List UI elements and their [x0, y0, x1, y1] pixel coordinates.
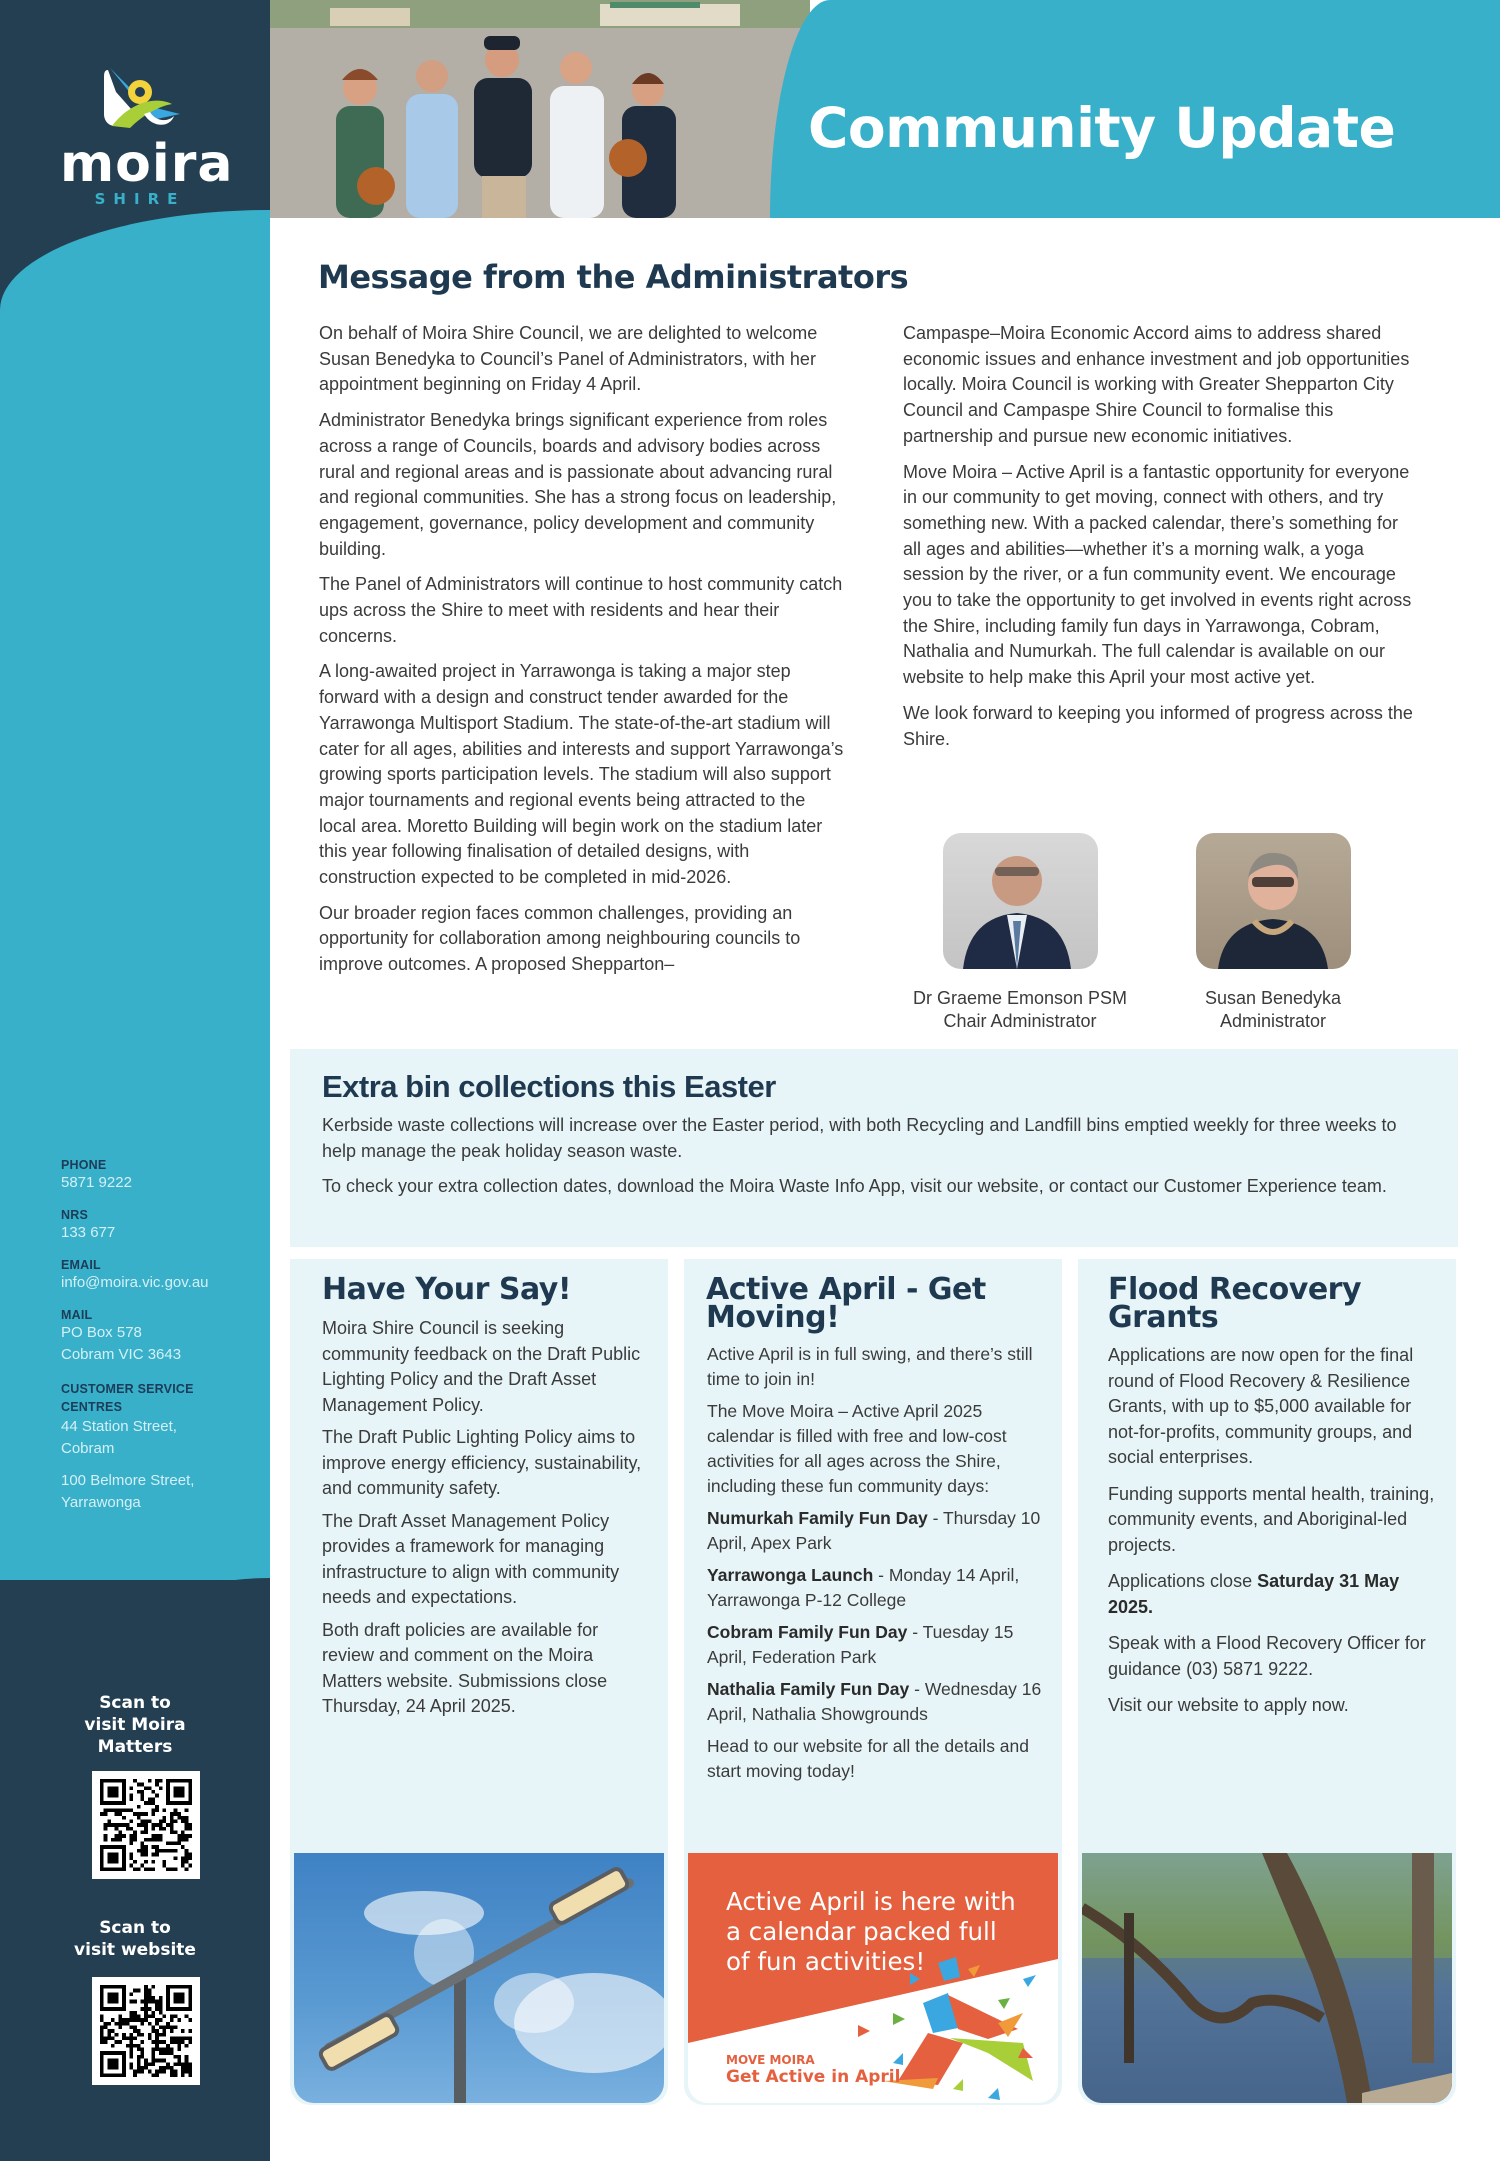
heading-line: Flood Recovery: [1108, 1272, 1362, 1307]
portrait-image: [943, 833, 1098, 969]
qr-caption-line: visit Moira: [84, 1715, 186, 1735]
event-name: Nathalia Family Fun Day: [707, 1679, 910, 1699]
flood-river-photo: [1082, 1853, 1452, 2103]
card-paragraph: Visit our website to apply now.: [1108, 1695, 1349, 1715]
bin-paragraph: To check your extra collection dates, download the Moira Waste Info App, visit our website, or contact our Customer Experience team.: [322, 1176, 1387, 1197]
message-paragraph: Move Moira – Active April is a fantastic opportunity for everyone in our community to get moving, connect with others, and try something new. With a packed calendar, there’s something for all ages and abilities—whether it’s a morning walk, a yoga session by the river, or a fun community event. We encourage you to take the opportunity to get involved in events right across the Shire, including family fun days in Yarrawonga, Cobram, Nathalia and Numurkah. The full calendar is available on our website to help make this April your most active yet.: [903, 461, 1412, 688]
card-paragraph: Head to our website for all the details and start moving today!: [707, 1736, 1029, 1781]
heading-line: Grants: [1108, 1300, 1219, 1335]
sidebar: [0, 0, 270, 2161]
bin-collections-body: [322, 1113, 1432, 1210]
event-name: Cobram Family Fun Day: [707, 1622, 908, 1642]
group-photo-image: [270, 0, 810, 218]
administrator-name: Susan Benedyka: [1204, 988, 1342, 1008]
contact-label-nrs: NRS: [61, 1208, 88, 1222]
moira-logo-icon: [60, 62, 220, 137]
have-your-say-body: [322, 1316, 652, 1727]
active-april-card: [684, 1259, 1062, 2105]
contact-label-mail: MAIL: [61, 1308, 93, 1322]
contact-label-email: EMAIL: [61, 1258, 101, 1272]
administrator-photo: [1196, 833, 1351, 969]
card-paragraph: The Draft Public Lighting Policy aims to improve energy efficiency, sustainability, and community safety.: [322, 1427, 642, 1498]
message-left-column: [319, 321, 844, 988]
qr-code-icon: [100, 1779, 192, 1871]
flood-recovery-card: [1078, 1259, 1456, 2105]
portrait-image: [1196, 833, 1351, 969]
have-your-say-heading: Have Your Say!: [322, 1272, 572, 1307]
bin-collections-heading: Extra bin collections this Easter: [322, 1069, 776, 1104]
moira-shire-logo: [60, 62, 234, 208]
flood-recovery-heading: [1108, 1272, 1362, 1335]
qr-caption-line: Scan to: [99, 1918, 171, 1938]
page-title: Community Update: [808, 96, 1396, 160]
message-right-column: [903, 321, 1418, 762]
heading-line: Moving!: [706, 1300, 840, 1335]
street-light-photo: [294, 1853, 664, 2103]
application-close: [1108, 1569, 1443, 1620]
have-your-say-card: [290, 1259, 668, 2105]
message-paragraph: The Panel of Administrators will continue to host community catch ups across the Shire to meet with residents and hear their concerns.: [319, 574, 843, 646]
contact-label-service-centres: CUSTOMER SERVICE CENTRES: [61, 1382, 194, 1414]
card-paragraph: Applications are now open for the final round of Flood Recovery & Resilience Grants, with up to $5,000 available for not-for-profits, community groups, and social enterprises.: [1108, 1345, 1414, 1467]
active-april-body: [707, 1342, 1052, 1791]
logo-subtitle: SHIRE: [94, 190, 186, 208]
promo-brand-bottom: Get Active in April: [726, 2067, 901, 2087]
close-prefix: Applications close: [1108, 1571, 1258, 1591]
card-paragraph: Both draft policies are available for review and comment on the Moira Matters website. Submissions close Thursday, 24 April 2025.: [322, 1619, 608, 1716]
qr-code-moira-matters[interactable]: [92, 1771, 200, 1879]
administrator-card: [880, 833, 1160, 1033]
service-centre-2-line-1: 100 Belmore Street,: [61, 1472, 195, 1489]
administrator-role: Chair Administrator: [943, 1011, 1097, 1031]
message-paragraph: We look forward to keeping you informed of progress across the Shire.: [903, 702, 1413, 749]
service-centre-1-line-1: 44 Station Street,: [61, 1418, 177, 1435]
heading-line: Active April - Get: [706, 1272, 986, 1307]
event-detail: - Thursday 10 April, Apex Park: [707, 1508, 1041, 1553]
message-paragraph: Administrator Benedyka brings significant experience from roles across a range of Councils, boards and advisory bodies across rural and regional areas and is passionate about advancing rural and regional communities. She has a strong focus on leadership, engagement, governance, policy development and community building.: [319, 410, 837, 559]
contact-nrs[interactable]: 133 677: [61, 1224, 116, 1241]
promo-brand: [726, 2053, 900, 2087]
message-paragraph: A long-awaited project in Yarrawonga is taking a major step forward with a design and construct tender awarded for the Yarrawonga Multisport Stadium. The state-of-the-art stadium will cater for all ages, abilities and interests and support Yarrawonga’s growing sports participation levels. The stadium will also support major tournaments and regional events being attracted to the local area. Moretto Building will begin work on the stadium later this year following finalisation of detailed designs, with construction expected to be completed in mid-2026.: [319, 661, 844, 888]
card-paragraph: Active April is in full swing, and there’s still time to join in!: [707, 1344, 1033, 1389]
active-april-heading: [706, 1272, 986, 1335]
message-heading: Message from the Administrators: [318, 258, 909, 296]
logo-wordmark: moira: [60, 134, 234, 194]
flood-recovery-body: [1108, 1343, 1443, 1726]
card-paragraph: Speak with a Flood Recovery Officer for guidance (03) 5871 9222.: [1108, 1633, 1426, 1679]
flood-river-image: [1082, 1853, 1452, 2103]
bin-paragraph: Kerbside waste collections will increase over the Easter period, with both Recycling and Landfill bins emptied weekly for three weeks to help manage the peak holiday season waste.: [322, 1115, 1397, 1161]
promo-brand-top: MOVE MOIRA: [726, 2053, 815, 2067]
contact-details: [61, 1158, 261, 1514]
qr-caption-line: Scan to: [99, 1693, 171, 1713]
contact-label-phone: PHONE: [61, 1158, 107, 1172]
message-paragraph: Campaspe–Moira Economic Accord aims to address shared economic issues and enhance investment and job opportunities locally. Moira Council is working with Greater Shepparton City Council and Campaspe Shire Council to formalise this partnership and pursue new economic initiatives.: [903, 323, 1410, 446]
promo-text: Active April is here with a calendar packed full of fun activities!: [726, 1887, 1016, 1976]
administrator-photo: [943, 833, 1098, 969]
contact-email[interactable]: info@moira.vic.gov.au: [61, 1274, 209, 1291]
street-light-image: [294, 1853, 664, 2103]
card-paragraph: Moira Shire Council is seeking community feedback on the Draft Public Lighting Policy and the Draft Asset Management Policy.: [322, 1318, 641, 1415]
administrator-card: [1158, 833, 1388, 1033]
qr-caption-line: visit website: [74, 1940, 196, 1960]
event-name: Numurkah Family Fun Day: [707, 1508, 928, 1528]
qr-caption-moira-matters: [0, 1692, 270, 1758]
service-centre-2-line-2: Yarrawonga: [61, 1494, 141, 1511]
qr-caption-line: Matters: [97, 1737, 173, 1757]
close-date: Saturday 31 May 2025.: [1108, 1571, 1400, 1617]
administrator-role: Administrator: [1219, 1011, 1327, 1031]
message-paragraph: On behalf of Moira Shire Council, we are delighted to welcome Susan Benedyka to Council’s Panel of Administrators, with her appointment beginning on Friday 4 April.: [319, 323, 818, 395]
message-paragraph: Our broader region faces common challenges, providing an opportunity for collaboration among neighbouring councils to improve outcomes. A proposed Shepparton–: [319, 902, 801, 975]
qr-code-website[interactable]: [92, 1977, 200, 2085]
active-april-promo: [688, 1853, 1058, 2103]
event-item: [707, 1677, 1052, 1727]
qr-caption-website: [0, 1917, 270, 1961]
card-paragraph: The Draft Asset Management Policy provides a framework for managing infrastructure to align with community needs and expectations.: [322, 1510, 620, 1607]
contact-mail-line-2: Cobram VIC 3643: [61, 1346, 182, 1363]
bin-collections-section: [290, 1049, 1458, 1247]
service-centre-1-line-2: Cobram: [61, 1440, 115, 1457]
qr-code-icon: [100, 1985, 192, 2077]
card-paragraph: Funding supports mental health, training, community events, and Aboriginal-led projects.: [1108, 1483, 1435, 1555]
event-detail: - Wednesday 16 April, Nathalia Showgrounds: [707, 1679, 1042, 1724]
contact-mail-line-1: PO Box 578: [61, 1324, 142, 1341]
contact-phone[interactable]: 5871 9222: [61, 1174, 132, 1191]
event-item: [707, 1620, 1052, 1670]
event-name: Yarrawonga Launch: [707, 1565, 874, 1585]
event-item: [707, 1506, 1052, 1556]
event-detail: - Monday 14 April, Yarrawonga P-12 College: [707, 1565, 1020, 1610]
header-photo: [270, 0, 810, 218]
administrator-name: Dr Graeme Emonson PSM: [912, 988, 1128, 1008]
event-item: [707, 1563, 1052, 1613]
event-detail: - Tuesday 15 April, Federation Park: [707, 1622, 1014, 1667]
card-paragraph: The Move Moira – Active April 2025 calendar is filled with free and low-cost activities for all ages across the Shire, including these fun community days:: [707, 1401, 1007, 1496]
